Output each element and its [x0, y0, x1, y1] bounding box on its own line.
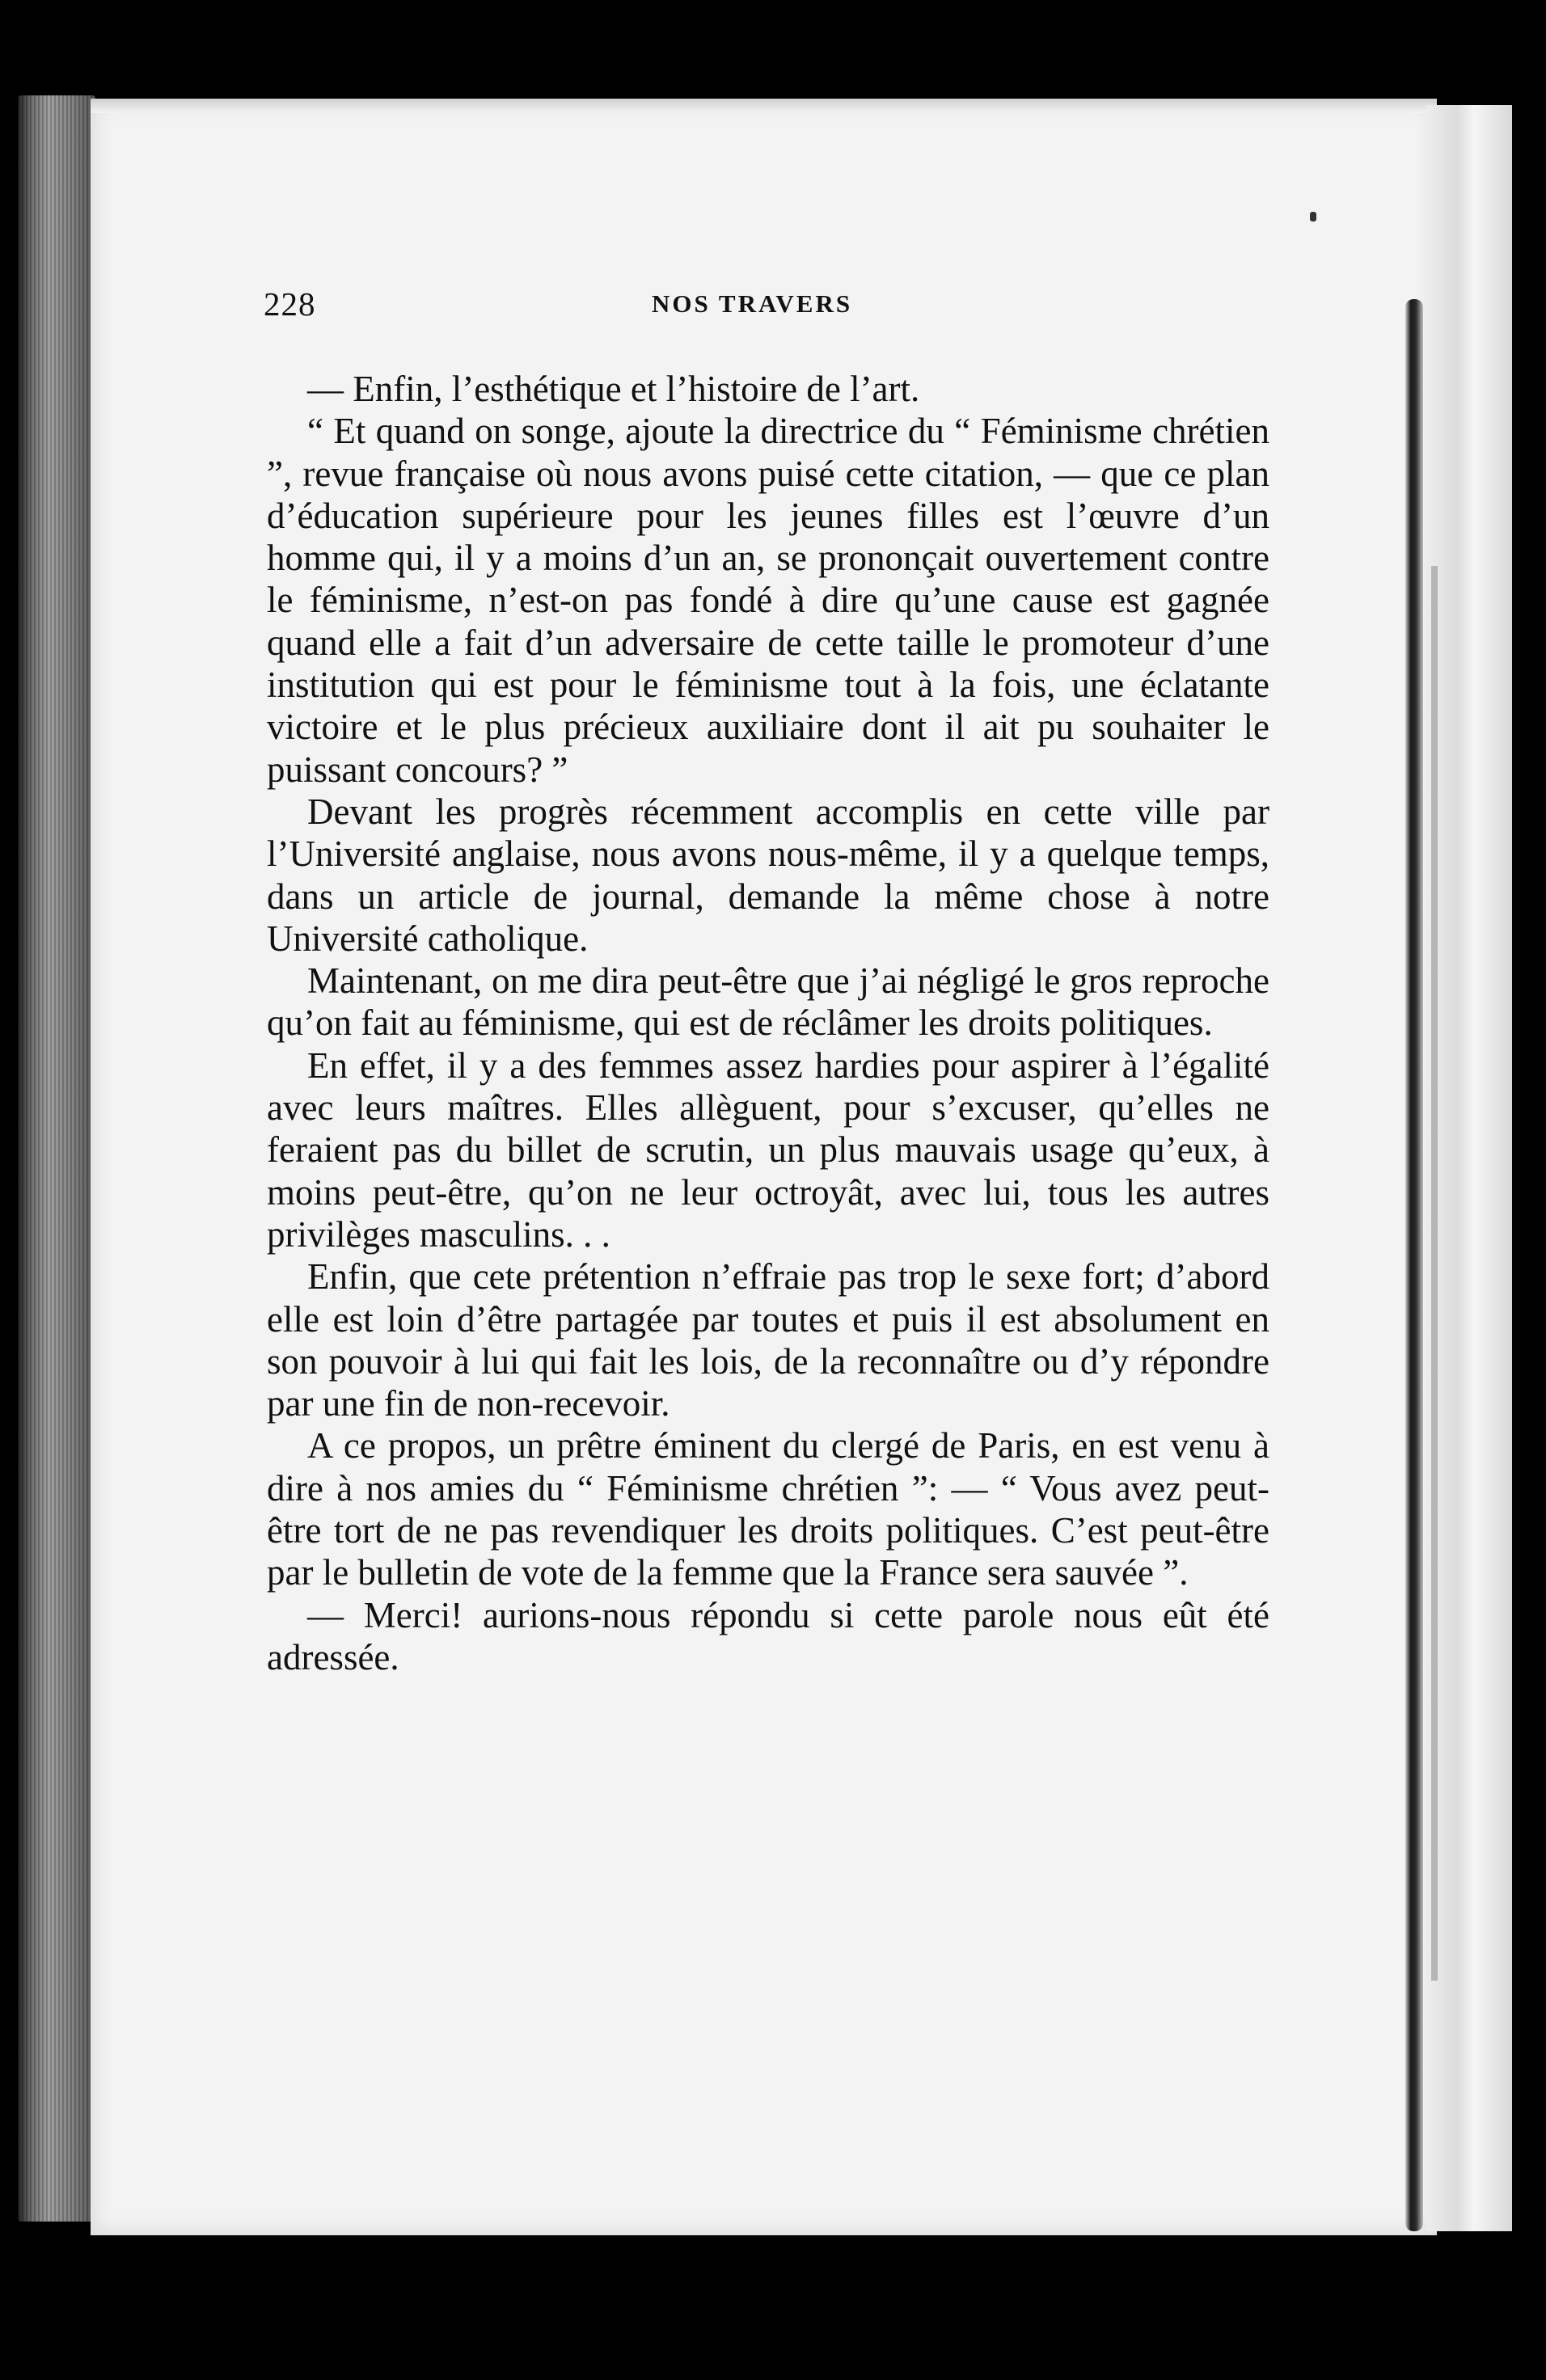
scan-speck	[1310, 212, 1316, 222]
paragraph: Devant les progrès récemment accomplis en cette ville par l’Université anglaise, nous avons nous-même, il y a quelque temps, dans un article de journal, demande la même chose à notre Université catholique.	[267, 791, 1269, 959]
facing-page-edge	[1427, 105, 1512, 2231]
page-top-shadow	[91, 99, 1437, 113]
paragraph: Enfin, que cete prétention n’effraie pas trop le sexe fort; d’abord elle est loin d’être partagée par toutes et puis il est absolument en son pouvoir à lui qui fait les lois, de la reconnaître ou d’y répondre par une fin de non-recevoir.	[267, 1256, 1269, 1424]
paragraph: “ Et quand on songe, ajoute la directrice du “ Féminisme chrétien ”, revue française où nous avons puisé cette citation, — que ce plan d’éducation supérieure pour les jeunes filles est l’œuvre d’un homme qui, il y a moins d’un an, se prononçait ouvertement contre le féminisme, n’est-on pas fondé à dire qu’une cause est gagnée quand elle a fait d’un adversaire de cette taille le promoteur d’une institution qui est pour le féminisme tout à la fois, une éclatante victoire et le plus précieux auxiliaire dont il ait pu souhaiter le puissant concours? ”	[267, 411, 1269, 790]
body-text	[267, 368, 1269, 1678]
spine-texture	[18, 95, 95, 2222]
gutter-shadow	[1405, 299, 1423, 2231]
paragraph: Maintenant, on me dira peut-être que j’ai négligé le gros reproche qu’on fait au féminisme, qui est de réclâmer les droits politiques.	[267, 960, 1269, 1044]
page-number: 228	[264, 285, 316, 323]
paragraph: En effet, il y a des femmes assez hardies pour aspirer à l’égalité avec leurs maîtres. Elles allèguent, pour s’excuser, qu’elles ne feraient pas du billet de scrutin, un plus mauvais usage qu’eux, à moins peut-être, qu’on ne leur octroyât, avec lui, tous les autres privilèges masculins. . .	[267, 1044, 1269, 1255]
paragraph: A ce propos, un prêtre éminent du clergé de Paris, en est venu à dire à nos amies du “ Féminisme chrétien ”: — “ Vous avez peut-être tort de ne pas revendiquer les droits politiques. C’est peut-être par le bulletin de vote de la femme que la France sera sauvée ”.	[267, 1425, 1269, 1593]
book-spine-edge	[18, 95, 95, 2222]
paragraph: — Enfin, l’esthétique et l’histoire de l’art.	[307, 369, 920, 409]
gutter-fold-line	[1431, 566, 1438, 1981]
page-header	[264, 285, 1315, 325]
paragraph: — Merci! aurions-nous répondu si cette parole nous eût été adressée.	[267, 1594, 1269, 1677]
running-title: NOS TRAVERS	[652, 289, 853, 318]
